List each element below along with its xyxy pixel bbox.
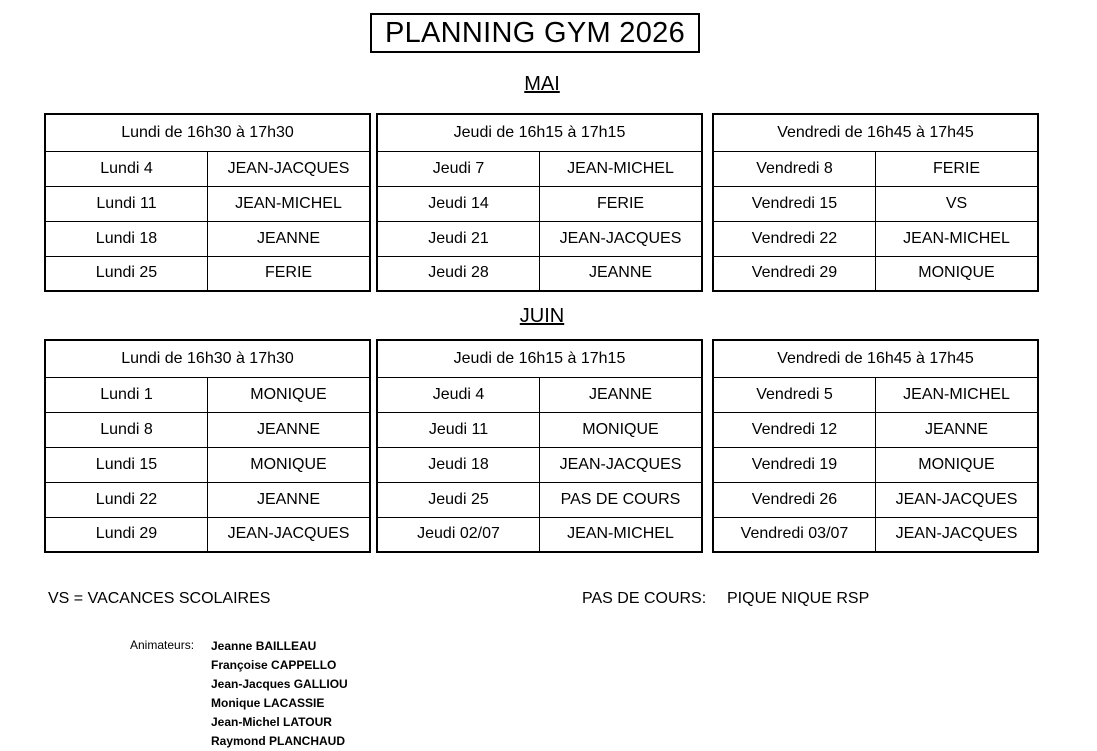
table-header: Lundi de 16h30 à 17h30 <box>45 114 370 151</box>
instructor-cell: VS <box>876 186 1039 221</box>
instructor-cell: JEAN-JACQUES <box>540 221 703 256</box>
instructor-cell: JEAN-MICHEL <box>540 517 703 552</box>
month-heading-juin: JUIN <box>519 305 565 327</box>
table-row <box>377 151 702 186</box>
date-cell: Lundi 22 <box>45 482 208 517</box>
instructor-cell: JEANNE <box>540 256 703 291</box>
table-row <box>45 517 370 552</box>
animateur-name: Raymond PLANCHAUD <box>211 734 346 748</box>
table-header: Jeudi de 16h15 à 17h15 <box>377 340 702 377</box>
instructor-cell: JEAN-MICHEL <box>876 221 1039 256</box>
date-cell: Vendredi 29 <box>713 256 876 291</box>
animateur-name: Monique LACASSIE <box>211 696 325 710</box>
table-header: Vendredi de 16h45 à 17h45 <box>713 114 1038 151</box>
animateur-name: Jean-Michel LATOUR <box>211 715 332 729</box>
instructor-cell: FERIE <box>540 186 703 221</box>
instructor-cell: MONIQUE <box>876 447 1039 482</box>
table-row <box>377 186 702 221</box>
instructor-cell: JEAN-JACQUES <box>208 517 371 552</box>
schedule-table-mai-jeudi <box>376 113 703 292</box>
table-row <box>377 447 702 482</box>
date-cell: Jeudi 28 <box>377 256 540 291</box>
date-cell: Jeudi 21 <box>377 221 540 256</box>
instructor-cell: JEAN-MICHEL <box>876 377 1039 412</box>
instructor-cell: JEANNE <box>540 377 703 412</box>
animateur-name: Jean-Jacques GALLIOU <box>211 677 348 691</box>
date-cell: Vendredi 22 <box>713 221 876 256</box>
date-cell: Vendredi 8 <box>713 151 876 186</box>
table-row <box>713 447 1038 482</box>
instructor-cell: JEANNE <box>208 221 371 256</box>
table-row <box>377 517 702 552</box>
instructor-cell: JEAN-JACQUES <box>876 482 1039 517</box>
table-header: Vendredi de 16h45 à 17h45 <box>713 340 1038 377</box>
date-cell: Jeudi 18 <box>377 447 540 482</box>
instructor-cell: JEAN-MICHEL <box>540 151 703 186</box>
date-cell: Vendredi 03/07 <box>713 517 876 552</box>
instructor-cell: PAS DE COURS <box>540 482 703 517</box>
table-row <box>45 256 370 291</box>
animateur-name: Jeanne BAILLEAU <box>211 639 317 653</box>
date-cell: Jeudi 02/07 <box>377 517 540 552</box>
date-cell: Lundi 11 <box>45 186 208 221</box>
date-cell: Lundi 15 <box>45 447 208 482</box>
instructor-cell: MONIQUE <box>208 377 371 412</box>
table-row <box>45 151 370 186</box>
instructor-cell: JEAN-JACQUES <box>208 151 371 186</box>
table-row <box>713 482 1038 517</box>
table-row <box>377 256 702 291</box>
page-title: PLANNING GYM 2026 <box>370 13 700 53</box>
legend-pas-de-cours-value: PIQUE NIQUE RSP <box>727 590 870 607</box>
table-row <box>713 186 1038 221</box>
instructor-cell: JEAN-MICHEL <box>208 186 371 221</box>
table-row <box>377 377 702 412</box>
date-cell: Jeudi 7 <box>377 151 540 186</box>
table-header: Lundi de 16h30 à 17h30 <box>45 340 370 377</box>
table-row <box>713 377 1038 412</box>
date-cell: Vendredi 19 <box>713 447 876 482</box>
instructor-cell: JEAN-JACQUES <box>540 447 703 482</box>
schedule-table-juin-vendredi <box>712 339 1039 553</box>
table-row <box>45 447 370 482</box>
instructor-cell: MONIQUE <box>876 256 1039 291</box>
instructor-cell: JEANNE <box>208 412 371 447</box>
table-row <box>713 256 1038 291</box>
table-row <box>713 517 1038 552</box>
table-row <box>45 482 370 517</box>
date-cell: Vendredi 5 <box>713 377 876 412</box>
animateurs-label: Animateurs: <box>130 638 195 652</box>
table-header: Jeudi de 16h15 à 17h15 <box>377 114 702 151</box>
schedule-table-juin-lundi <box>44 339 371 553</box>
schedule-table-juin-jeudi <box>376 339 703 553</box>
table-row <box>377 412 702 447</box>
table-row <box>45 412 370 447</box>
instructor-cell: MONIQUE <box>540 412 703 447</box>
date-cell: Lundi 1 <box>45 377 208 412</box>
legend-vs: VS = VACANCES SCOLAIRES <box>48 590 271 607</box>
instructor-cell: JEANNE <box>208 482 371 517</box>
date-cell: Lundi 25 <box>45 256 208 291</box>
month-heading-mai: MAI <box>524 73 560 95</box>
table-row <box>713 221 1038 256</box>
instructor-cell: JEANNE <box>876 412 1039 447</box>
schedule-table-mai-lundi <box>44 113 371 292</box>
table-row <box>45 377 370 412</box>
instructor-cell: FERIE <box>208 256 371 291</box>
animateurs-list <box>211 637 348 751</box>
legend-pas-de-cours-label: PAS DE COURS: <box>582 590 707 607</box>
date-cell: Vendredi 26 <box>713 482 876 517</box>
date-cell: Lundi 18 <box>45 221 208 256</box>
date-cell: Vendredi 12 <box>713 412 876 447</box>
table-row <box>713 412 1038 447</box>
date-cell: Vendredi 15 <box>713 186 876 221</box>
date-cell: Lundi 4 <box>45 151 208 186</box>
table-row <box>713 151 1038 186</box>
date-cell: Jeudi 11 <box>377 412 540 447</box>
date-cell: Lundi 29 <box>45 517 208 552</box>
instructor-cell: FERIE <box>876 151 1039 186</box>
table-row <box>45 186 370 221</box>
animateur-name: Françoise CAPPELLO <box>211 658 337 672</box>
table-row <box>377 482 702 517</box>
date-cell: Jeudi 25 <box>377 482 540 517</box>
date-cell: Lundi 8 <box>45 412 208 447</box>
date-cell: Jeudi 4 <box>377 377 540 412</box>
schedule-table-mai-vendredi <box>712 113 1039 292</box>
instructor-cell: JEAN-JACQUES <box>876 517 1039 552</box>
date-cell: Jeudi 14 <box>377 186 540 221</box>
table-row <box>45 221 370 256</box>
instructor-cell: MONIQUE <box>208 447 371 482</box>
table-row <box>377 221 702 256</box>
